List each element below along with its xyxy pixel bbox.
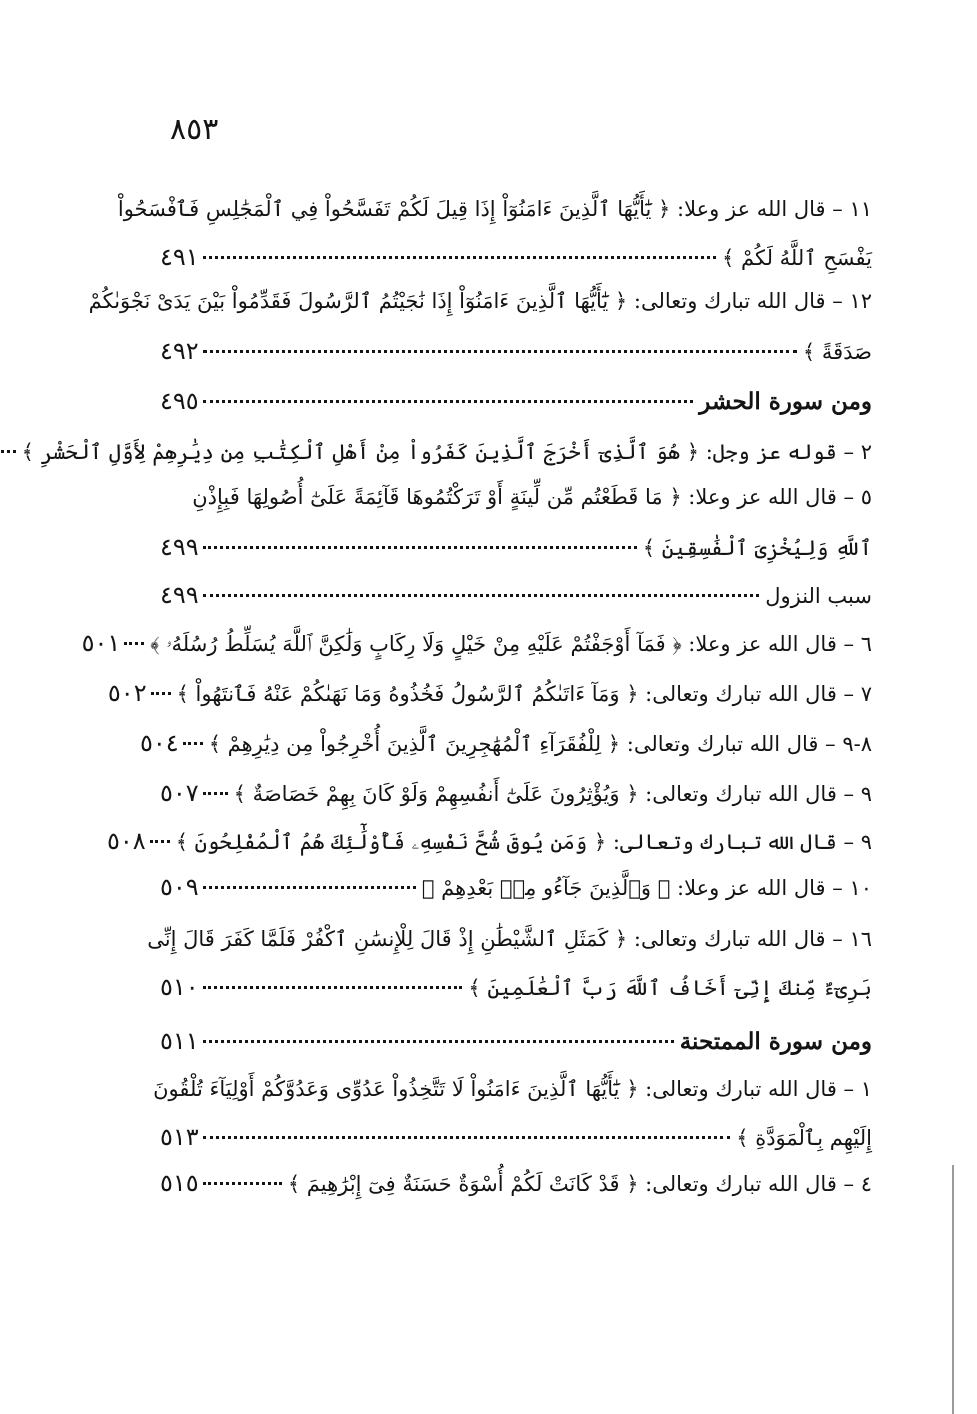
toc-entry [160, 478, 872, 516]
toc-entry [81, 622, 872, 663]
toc-entry [160, 866, 872, 907]
section-heading [160, 380, 872, 421]
section-heading [160, 1020, 872, 1061]
toc-entry [160, 1162, 872, 1203]
toc-entry [107, 820, 872, 861]
page-ref: ٥٠٤ [140, 729, 179, 757]
dot-leader [183, 716, 203, 745]
entry-text: ٦ – قال الله عز وعلا: ﴿ فَمَآ أَوْجَفْتُمْ عَلَيْهِ مِنْ خَيْلٍ وَلَا رِكَابٍ وَلَٰكِنَّ ٱللَّهَ يُسَلِّطُ رُسُلَهُۥ ﴾ [150, 632, 872, 656]
entry-text: ٧ – قال الله تبارك وتعالى: ﴿ وَمَآ ءَاتَىٰكُمُ ٱلرَّسُولُ فَخُذُوهُ وَمَا نَهَىٰكُمْ عَنْهُ فَٱنتَهُواْ ﴾ [176, 682, 872, 706]
page-ref: ٤٩٩ [160, 581, 199, 609]
dot-leader [150, 814, 170, 843]
dot-leader [203, 520, 637, 549]
toc-entry [117, 190, 872, 228]
entry-text: ٥ – قال الله عز وعلا: ﴿ مَا قَطَعْتُم مِّن لِّينَةٍ أَوْ تَرَكْتُمُوهَا قَآئِمَةً عَلَىٰٓ أُصُولِهَا فَبِإِذْنِ [192, 485, 872, 509]
entry-text: ٱللَّهِ وَلِيُخْزِىَ ٱلْفَٰسِقِينَ ﴾ [642, 536, 872, 560]
page-ref: ٥٠٢ [107, 679, 147, 707]
entry-text: ١١ – قال الله عز وعلا: ﴿ يَٰٓأَيُّهَا ٱلَّذِينَ ءَامَنُوٓاْ إِذَا قِيلَ لَكُمْ تَفَسَّحُواْ فِي ٱلْمَجَٰلِسِ فَٱفْسَحُواْ [117, 197, 872, 221]
page-ref: ٥١٠ [160, 973, 199, 1001]
dot-leader [151, 666, 171, 695]
page-ref: ٤٩١ [160, 243, 199, 271]
entry-text: ١٠ – قال الله عز وعلا: ﴿ وَٱلَّذِينَ جَآءُو مِنۢ بَعْدِهِمْ ﴾ [421, 876, 872, 900]
page-ref: ٤٩٩ [160, 533, 199, 561]
entry-text: ٩ – قال الله تبارك وتعالى: ﴿ وَمَن يُوقَ شُحَّ نَفْسِهِۦ فَأُوْلَٰٓئِكَ هُمُ ٱلْمُفْلِحُونَ ﴾ [175, 830, 872, 854]
page-number: ٨٥٣ [170, 112, 219, 147]
toc-entry [160, 574, 872, 615]
entry-text: ١٦ – قال الله تبارك وتعالى: ﴿ كَمَثَلِ ٱلشَّيْطَٰنِ إِذْ قَالَ لِلْإِنسَٰنِ ٱكْفُرْ فَلَمَّا كَفَرَ قَالَ إِنِّى [147, 927, 872, 951]
dot-leader [203, 374, 694, 403]
dot-leader [124, 616, 144, 645]
toc-entry [21, 430, 872, 471]
page-ref: ٥١٣ [160, 1123, 199, 1151]
page-edge-line [952, 1165, 954, 1414]
page-ref: ٤٩٢ [160, 337, 199, 365]
entry-text: ٤ – قال الله تبارك وتعالى: ﴿ قَدْ كَانَتْ لَكُمْ أُسْوَةٌ حَسَنَةٌ فِىٓ إِبْرَٰهِيمَ ﴾ [287, 1172, 872, 1196]
dot-leader [0, 424, 16, 453]
dot-leader [203, 324, 797, 353]
entry-text: صَدَقَةً ﴾ [802, 340, 872, 364]
page-ref: ٥٠٨ [107, 827, 146, 855]
page-ref: ٥٠٧ [160, 779, 199, 807]
dot-leader [203, 1110, 731, 1139]
toc-entry [88, 282, 872, 320]
toc-entry [160, 772, 872, 813]
dot-leader [203, 1014, 674, 1043]
toc-entry [107, 672, 872, 713]
toc-entry [160, 966, 872, 1007]
page-ref: ٥١٥ [160, 1169, 199, 1197]
dot-leader [203, 960, 463, 989]
entry-text: ٢ – قوله عز وجل: ﴿ هُوَ ٱلَّذِىٓ أَخْرَجَ ٱلَّذِينَ كَفَرُواْ مِنْ أَهْلِ ٱلْكِتَٰبِ مِن دِيَٰرِهِمْ لِأَوَّلِ ٱلْحَشْرِ ﴾ [21, 440, 872, 464]
entry-text: ومن سورة الممتحنة [679, 1028, 872, 1055]
entry-text: ومن سورة الحشر [699, 388, 872, 415]
toc-entry [160, 526, 872, 567]
dot-leader [203, 766, 228, 795]
toc-entry [160, 236, 872, 277]
toc-entry [140, 722, 872, 763]
dot-leader [203, 1156, 282, 1185]
dot-leader [203, 230, 716, 259]
dot-leader [203, 860, 416, 889]
page-ref: ٥١١ [160, 1027, 199, 1055]
dot-leader [203, 568, 760, 597]
page-ref: ٥٠١ [81, 629, 121, 657]
entry-text: سبب النزول [765, 584, 872, 608]
entry-text: ١ – قال الله تبارك وتعالى: ﴿ يَٰٓأَيُّهَا ٱلَّذِينَ ءَامَنُواْ لَا تَتَّخِذُواْ عَدُوِّى وَعَدُوَّكُمْ أَوْلِيَآءَ تُلْقُونَ [153, 1077, 872, 1101]
entry-text: بَرِىٓءٌ مِّنكَ إِنِّىٓ أَخَافُ ٱللَّهَ رَبَّ ٱلْعَٰلَمِينَ ﴾ [468, 976, 872, 1000]
entry-text: ١٢ – قال الله تبارك وتعالى: ﴿ يَٰٓأَيُّهَا ٱلَّذِينَ ءَامَنُوٓاْ إِذَا نَٰجَيْتُمُ ٱلرَّسُولَ فَقَدِّمُواْ بَيْنَ يَدَىْ نَجْوَىٰكُمْ [88, 289, 872, 313]
entry-text: ٩ – قال الله تبارك وتعالى: ﴿ وَيُؤْثِرُونَ عَلَىٰٓ أَنفُسِهِمْ وَلَوْ كَانَ بِهِمْ خَصَاصَةٌ ﴾ [233, 782, 872, 806]
entry-text: يَفْسَحِ ٱللَّهُ لَكُمْ ﴾ [722, 246, 872, 270]
toc-entry [160, 1116, 872, 1157]
entry-text: ٨-٩ – قال الله تبارك وتعالى: ﴿ لِلْفُقَرَآءِ ٱلْمُهَٰجِرِينَ ٱلَّذِينَ أُخْرِجُواْ مِن دِيَٰرِهِمْ ﴾ [208, 732, 872, 756]
toc-entry [147, 920, 872, 958]
page-ref: ٥٠٩ [160, 873, 199, 901]
entry-text: إِلَيْهِم بِٱلْمَوَدَّةِ ﴾ [736, 1126, 872, 1150]
toc-entry [160, 330, 872, 371]
toc-entry [153, 1070, 872, 1108]
page-ref: ٤٩٥ [160, 387, 199, 415]
